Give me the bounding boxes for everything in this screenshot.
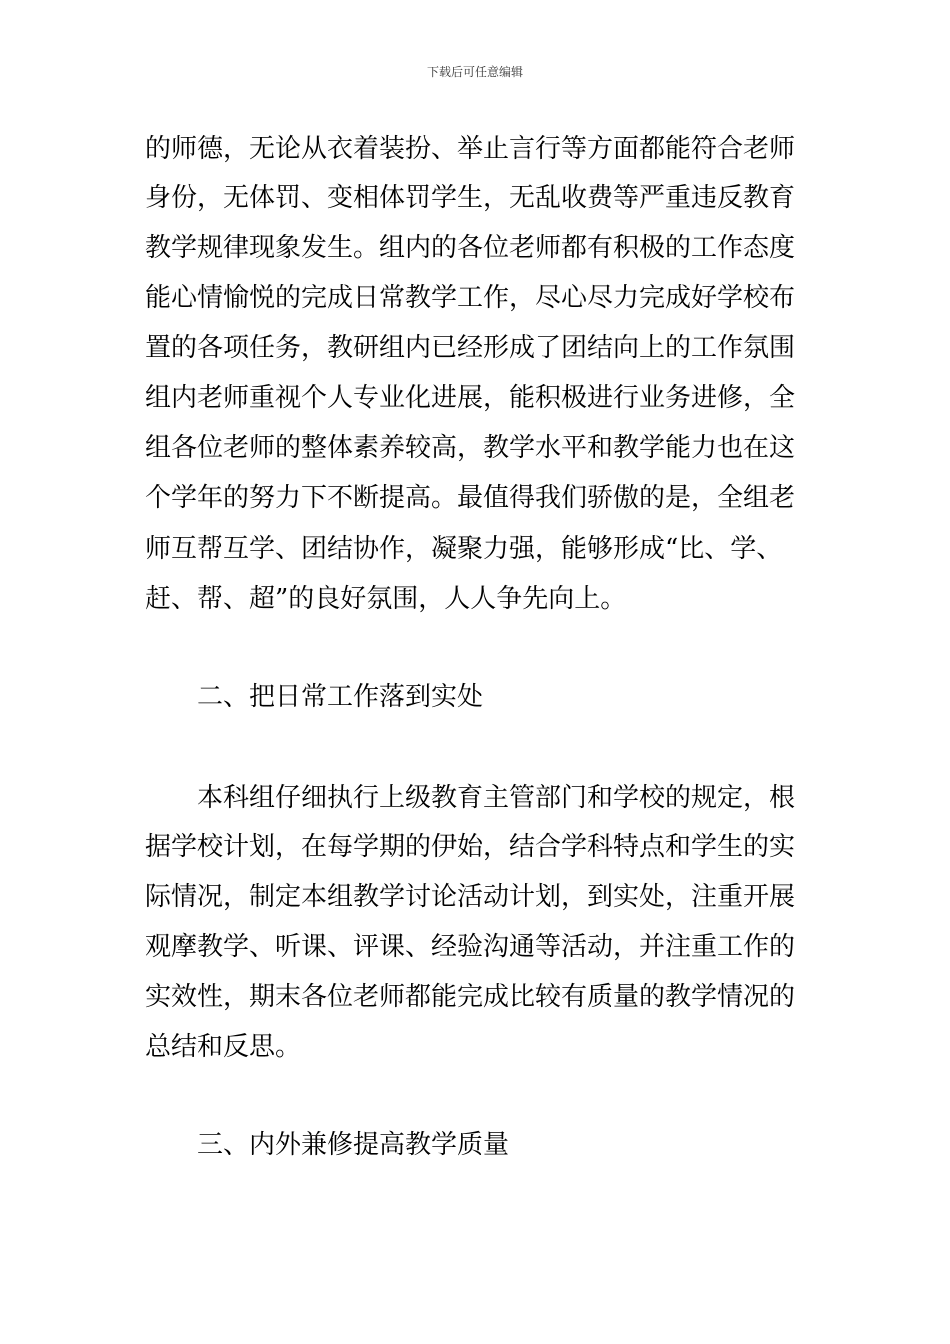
paragraph-line: 身份，无体罚、变相体罚学生，无乱收费等严重违反教育: [145, 183, 796, 213]
paragraph-line: 组各位老师的整体素养较高，教学水平和教学能力也在这: [145, 433, 796, 463]
paragraph-line: 际情况，制定本组教学讨论活动计划，到实处，注重开展: [145, 882, 796, 912]
paragraph-line: 师互帮互学、团结协作，凝聚力强，能够形成“比、学、: [145, 534, 783, 564]
header-note: 下载后可任意编辑: [426, 65, 523, 79]
paragraph-line: 能心情愉悦的完成日常教学工作，尽心尽力完成好学校布: [145, 283, 796, 313]
section-heading: 二、把日常工作落到实处: [197, 682, 484, 712]
paragraph-line: 据学校计划，在每学期的伊始，结合学科特点和学生的实: [145, 832, 796, 862]
paragraph-line: 本科组仔细执行上级教育主管部门和学校的规定，根: [197, 783, 796, 813]
section-heading: 三、内外兼修提高教学质量: [197, 1130, 510, 1160]
paragraph-line: 总结和反思。: [145, 1032, 302, 1062]
paragraph-line: 个学年的努力下不断提高。最值得我们骄傲的是，全组老: [145, 483, 796, 513]
paragraph-line: 的师德，无论从衣着装扮、举止言行等方面都能符合老师: [145, 134, 796, 164]
paragraph-line: 观摩教学、听课、评课、经验沟通等活动，并注重工作的: [145, 932, 796, 962]
paragraph-line: 组内老师重视个人专业化进展，能积极进行业务进修，全: [145, 383, 796, 413]
paragraph-line: 教学规律现象发生。组内的各位老师都有积极的工作态度: [145, 233, 796, 263]
paragraph-line: 赶、帮、超”的良好氛围，人人争先向上。: [145, 584, 627, 614]
paragraph-line: 实效性，期末各位老师都能完成比较有质量的教学情况的: [145, 982, 796, 1012]
paragraph-line: 置的各项任务，教研组内已经形成了团结向上的工作氛围: [145, 333, 796, 363]
